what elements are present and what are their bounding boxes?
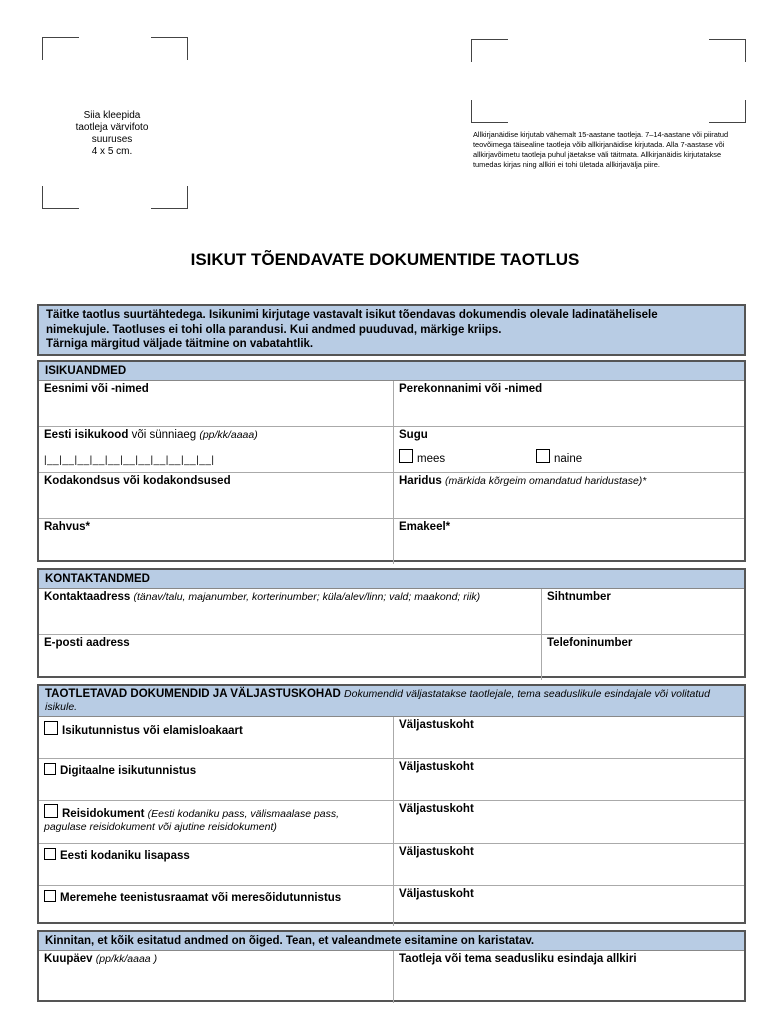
id-card-issue-place[interactable]: Väljastuskoht [393, 717, 744, 758]
additional-passport-checkbox[interactable] [44, 848, 56, 860]
sig-corner-top-left [471, 39, 508, 62]
intro-line-3: Tärniga märgitud väljade täitmine on vabatahtlik. [46, 338, 314, 350]
photo-corner-bottom-left [42, 186, 79, 209]
page-title: ISIKUT TÕENDAVATE DOKUMENTIDE TAOTLUS [190, 250, 580, 269]
date-field[interactable]: Kuupäev (pp/kk/aaaa ) [44, 953, 158, 965]
signature-instruction: Allkirjanäidise kirjutab vähemalt 15-aastane taotleja. 7–14-aastane või piiratud teovõimega täisealine taotleja võib allkirjanäidise kirjutada. Alla 7-aastase või allkirjavõimetu taotleja puhul jäetakse väli täitmata. Allkirjanäidis kirjutatakse tumedas kirjas ning allkiri ei tohi ületada allkirjavälja piire. [473, 130, 729, 169]
education-field[interactable]: Haridus (märkida kõrgeim omandatud haridustase)* [393, 473, 744, 518]
sig-corner-bottom-left [471, 100, 508, 123]
confirmation-section [37, 930, 746, 1002]
digital-id-issue-place[interactable]: Väljastuskoht [393, 759, 744, 800]
email-field[interactable]: E-posti aadress [44, 637, 130, 649]
address-field[interactable]: Kontaktaadress (tänav/talu, majanumber, korterinumber; küla/alev/linn; vald; maakond; riik) [44, 591, 481, 603]
id-code-field[interactable]: Eesti isikukood või sünniaeg (pp/kk/aaaa) |__|__|__|__|__|__|__|__|__|__|__| [44, 429, 258, 466]
section-header-contact: KONTAKTANDMED [39, 570, 744, 589]
gender-female-checkbox[interactable] [536, 449, 550, 463]
sig-corner-bottom-right [709, 100, 746, 123]
contact-data-section [37, 568, 746, 678]
photo-instruction: Siia kleepida taotleja värvifoto suuruses 4 x 5 cm. [75, 110, 149, 157]
photo-corner-top-right [151, 37, 188, 60]
confirmation-statement: Kinnitan, et kõik esitatud andmed on õiged. Tean, et valeandmete esitamine on karistatav. [39, 932, 744, 951]
gender-male-option[interactable]: mees [399, 449, 445, 465]
gender-male-checkbox[interactable] [399, 449, 413, 463]
seaman-book-issue-place[interactable]: Väljastuskoht [393, 886, 744, 926]
first-name-field[interactable]: Eesnimi või -nimed [44, 383, 149, 395]
postal-code-field[interactable]: Sihtnumber [541, 589, 744, 634]
section-header-personal: ISIKUANDMED [39, 362, 744, 381]
intro-line-1: Täitke taotlus suurtähtedega. Isikunimi kirjutage vastavalt isikut tõendavas dokumendis olevale ladinatähelisele [46, 309, 658, 321]
intro-line-2: nimekujule. Taotluses ei tohi olla parandusi. Kui andmed puuduvad, märkige kriips. [46, 323, 502, 336]
documents-section [37, 684, 746, 924]
additional-passport-issue-place[interactable]: Väljastuskoht [393, 844, 744, 885]
section-header-documents: TAOTLETAVAD DOKUMENDID JA VÄLJASTUSKOHAD Dokumendid väljastatakse taotlejale, tema seaduslikule esindajale või volitatud isikule. [39, 686, 744, 717]
applicant-signature-field[interactable]: Taotleja või tema seadusliku esindaja allkiri [393, 951, 744, 1003]
intro-box [37, 304, 746, 356]
document-row-seaman-book: Meremehe teenistusraamat või meresõidutunnistus Väljastuskoht [39, 885, 744, 926]
travel-document-issue-place[interactable]: Väljastuskoht [393, 801, 744, 843]
mother-tongue-field[interactable]: Emakeel* [393, 519, 744, 564]
sig-corner-top-right [709, 39, 746, 62]
document-row-travel-document: Reisidokument (Eesti kodaniku pass, välismaalase pass, pagulase reisidokument või ajutine reisidokument) Väljastuskoht [39, 800, 744, 843]
document-row-additional-passport: Eesti kodaniku lisapass Väljastuskoht [39, 843, 744, 885]
seaman-book-checkbox[interactable] [44, 890, 56, 902]
travel-document-checkbox[interactable] [44, 804, 58, 818]
photo-corner-top-left [42, 37, 79, 60]
gender-field: Sugu mees naine [393, 427, 744, 472]
nationality-field[interactable]: Rahvus* [44, 521, 91, 533]
photo-corner-bottom-right [151, 186, 188, 209]
phone-field[interactable]: Telefoninumber [541, 635, 744, 680]
id-card-checkbox[interactable] [44, 721, 58, 735]
id-code-boxes: |__|__|__|__|__|__|__|__|__|__|__| [44, 455, 215, 466]
citizenship-field[interactable]: Kodakondsus või kodakondsused [44, 475, 231, 487]
digital-id-checkbox[interactable] [44, 763, 56, 775]
gender-female-option[interactable]: naine [536, 449, 582, 465]
last-name-field[interactable]: Perekonnanimi või -nimed [393, 381, 744, 426]
personal-data-section [37, 360, 746, 562]
document-row-id-card: Isikutunnistus või elamisloakaart Väljastuskoht [39, 717, 744, 758]
document-row-digital-id: Digitaalne isikutunnistus Väljastuskoht [39, 758, 744, 800]
